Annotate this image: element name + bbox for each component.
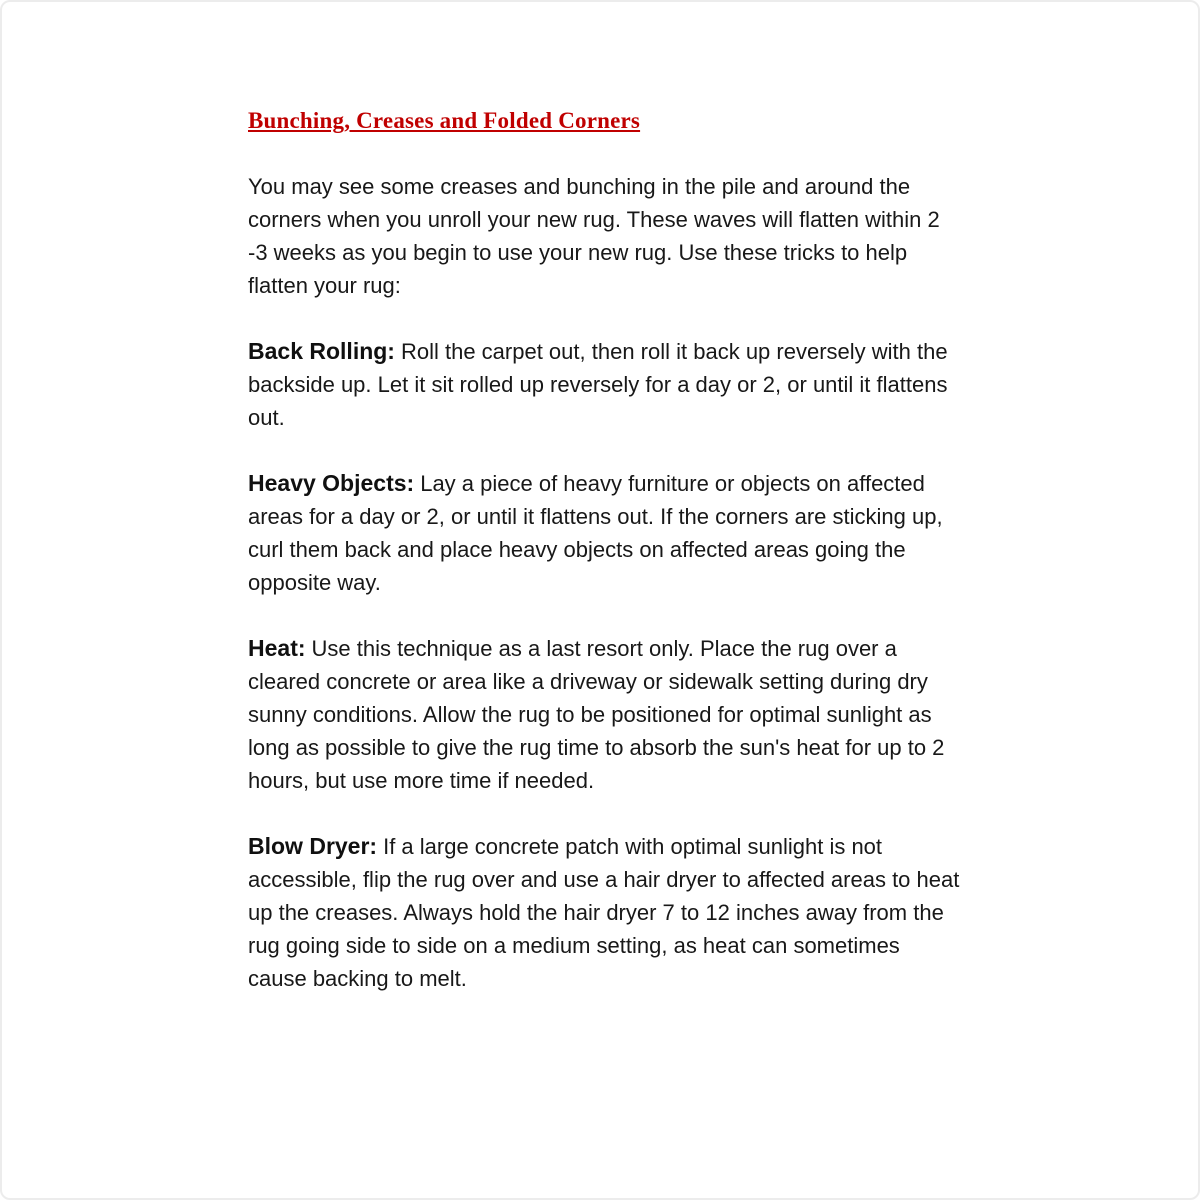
intro-paragraph: You may see some creases and bunching in the pile and around the corners when you unroll your new rug. These waves will flatten within 2 -3 weeks as you begin to use your new rug. Use these tricks to help flatten your rug: <box>248 174 940 298</box>
section-back-rolling-label: Back Rolling: <box>248 338 395 364</box>
section-blow-dryer <box>248 830 962 995</box>
section-heavy-objects-label: Heavy Objects: <box>248 470 415 496</box>
section-heat-text: Use this technique as a last resort only. Place the rug over a cleared concrete or area like a driveway or sidewalk setting during dry sunny conditions. Allow the rug to be positioned for optimal sunlight as long as possible to give the rug time to absorb the sun's heat for up to 2 hours, but use more time if needed. <box>248 636 945 793</box>
document-page <box>248 108 962 995</box>
document-heading: Bunching, Creases and Folded Corners <box>248 108 641 133</box>
section-heavy-objects <box>248 467 962 599</box>
section-back-rolling <box>248 335 962 434</box>
section-heat-label: Heat: <box>248 635 306 661</box>
section-heavy-objects-text: Lay a piece of heavy furniture or objects on affected areas for a day or 2, or until it flattens out. If the corners are sticking up, curl them back and place heavy objects on affected areas going the opposite way. <box>248 471 943 595</box>
section-back-rolling-text: Roll the carpet out, then roll it back up reversely with the backside up. Let it sit rolled up reversely for a day or 2, or until it flattens out. <box>248 339 948 430</box>
section-blow-dryer-text: If a large concrete patch with optimal sunlight is not accessible, flip the rug over and use a hair dryer to affected areas to heat up the creases. Always hold the hair dryer 7 to 12 inches away from the rug going side to side on a medium setting, as heat can sometimes cause backing to melt. <box>248 834 960 991</box>
section-heat <box>248 632 962 797</box>
section-blow-dryer-label: Blow Dryer: <box>248 833 378 859</box>
